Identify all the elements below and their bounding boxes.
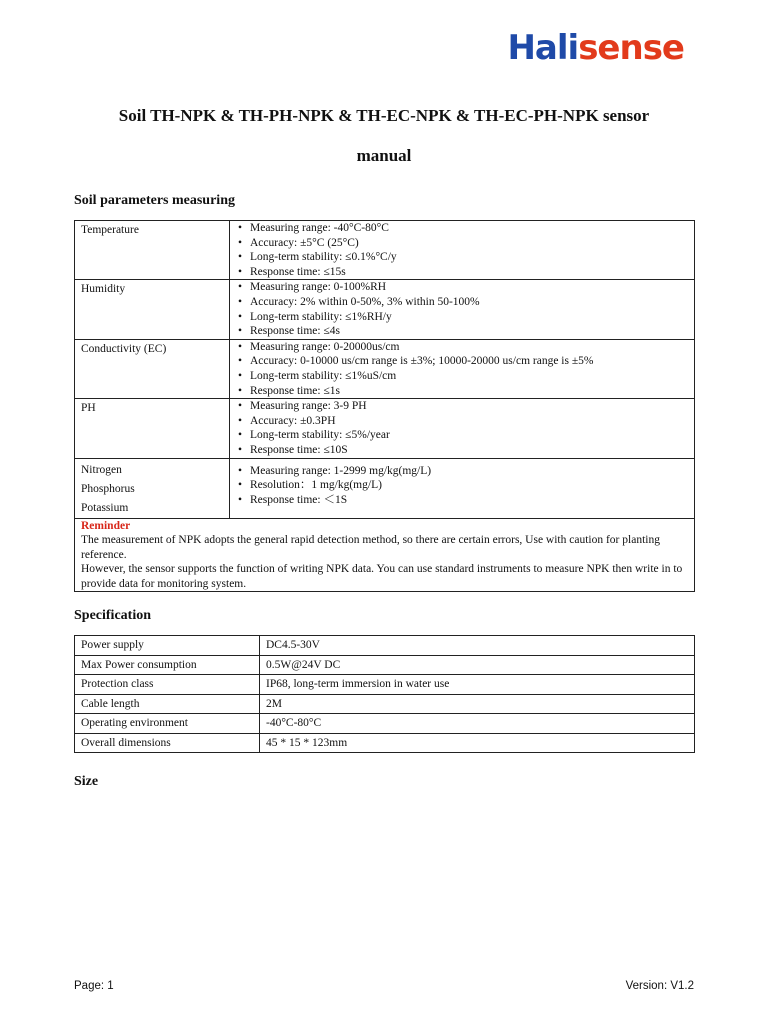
document-title-line2: manual	[356, 146, 412, 165]
param-bullet: • Response time: ≤10S	[238, 443, 688, 458]
table-row	[75, 675, 695, 695]
table-row	[75, 694, 695, 714]
table-row	[75, 655, 695, 675]
param-values	[230, 399, 695, 458]
param-bullet: • Accuracy: 0-10000 us/cm range is ±3%; 10000-20000 us/cm range is ±5%	[238, 354, 688, 369]
npk-values	[230, 458, 695, 518]
param-bullet: • Resolution：1 mg/kg(mg/L)	[238, 478, 688, 493]
spec-key: Operating environment	[75, 714, 260, 734]
param-label: PH	[75, 399, 230, 458]
table-row	[75, 221, 695, 280]
spec-value: -40°C-80°C	[260, 714, 695, 734]
soil-parameters-table	[74, 220, 695, 592]
spec-key: Power supply	[75, 636, 260, 656]
specification-table	[74, 635, 695, 753]
brand-logo	[507, 28, 684, 68]
param-bullet: • Measuring range: 0-20000us/cm	[238, 340, 688, 355]
param-bullet: • Measuring range: -40°C-80°C	[238, 221, 688, 236]
document-title-line1: Soil TH-NPK & TH-PH-NPK & TH-EC-NPK & TH-EC-PH-NPK sensor	[118, 106, 650, 125]
spec-section-heading: Specification	[74, 608, 151, 623]
table-row	[75, 518, 695, 592]
page-number: Page: 1	[74, 980, 114, 992]
param-label: Temperature	[75, 221, 230, 280]
table-row	[75, 280, 695, 339]
document-title	[0, 96, 768, 176]
spec-value: IP68, long-term immersion in water use	[260, 675, 695, 695]
param-bullet: • Accuracy: ±5°C (25°C)	[238, 236, 688, 251]
reminder-title: Reminder	[81, 519, 131, 532]
spec-key: Max Power consumption	[75, 655, 260, 675]
param-bullet: • Long-term stability: ≤1%RH/y	[238, 310, 688, 325]
spec-value: 2M	[260, 694, 695, 714]
table-row	[75, 399, 695, 458]
param-bullet: • Response time: ≤4s	[238, 324, 688, 339]
param-bullet: • Long-term stability: ≤0.1%°C/y	[238, 250, 688, 265]
spec-value: DC4.5-30V	[260, 636, 695, 656]
param-bullet: • Response time: ≤15s	[238, 265, 688, 280]
table-row	[75, 458, 695, 518]
spec-key: Protection class	[75, 675, 260, 695]
param-bullet: • Response time: ≤1s	[238, 384, 688, 399]
table-row	[75, 339, 695, 398]
param-values	[230, 221, 695, 280]
npk-label-phosphorus: Phosphorus	[81, 482, 135, 495]
param-values	[230, 280, 695, 339]
param-label: Conductivity (EC)	[75, 339, 230, 398]
spec-key: Cable length	[75, 694, 260, 714]
param-bullet: • Accuracy: ±0.3PH	[238, 414, 688, 429]
param-bullet: • Accuracy: 2% within 0-50%, 3% within 50-100%	[238, 295, 688, 310]
npk-label-potassium: Potassium	[81, 501, 129, 514]
param-bullet: • Long-term stability: ≤1%uS/cm	[238, 369, 688, 384]
brand-logo-part1: Hali	[507, 28, 579, 68]
brand-logo-part2: sense	[578, 28, 684, 68]
param-label: Humidity	[75, 280, 230, 339]
param-bullet: • Measuring range: 1-2999 mg/kg(mg/L)	[238, 464, 688, 479]
param-bullet: • Measuring range: 0-100%RH	[238, 280, 688, 295]
npk-labels	[75, 458, 230, 518]
spec-key: Overall dimensions	[75, 733, 260, 753]
table-row	[75, 714, 695, 734]
reminder-text-1: The measurement of NPK adopts the general rapid detection method, so there are certain errors, Use with caution for planting reference.	[81, 534, 660, 561]
spec-value: 45 * 15 * 123mm	[260, 733, 695, 753]
table-row	[75, 733, 695, 753]
param-values	[230, 339, 695, 398]
soil-section-heading: Soil parameters measuring	[74, 193, 235, 208]
param-bullet: • Long-term stability: ≤5%/year	[238, 428, 688, 443]
param-bullet: • Measuring range: 3-9 PH	[238, 399, 688, 414]
spec-value: 0.5W@24V DC	[260, 655, 695, 675]
document-version: Version: V1.2	[625, 980, 694, 992]
reminder-text-2: However, the sensor supports the function of writing NPK data. You can use standard instruments to measure NPK then write in to provide data for monitoring system.	[81, 563, 683, 590]
size-section-heading: Size	[74, 774, 99, 789]
reminder-cell	[75, 518, 695, 592]
param-bullet: • Response time: ＜1S	[238, 493, 688, 508]
npk-label-nitrogen: Nitrogen	[81, 463, 122, 476]
table-row	[75, 636, 695, 656]
